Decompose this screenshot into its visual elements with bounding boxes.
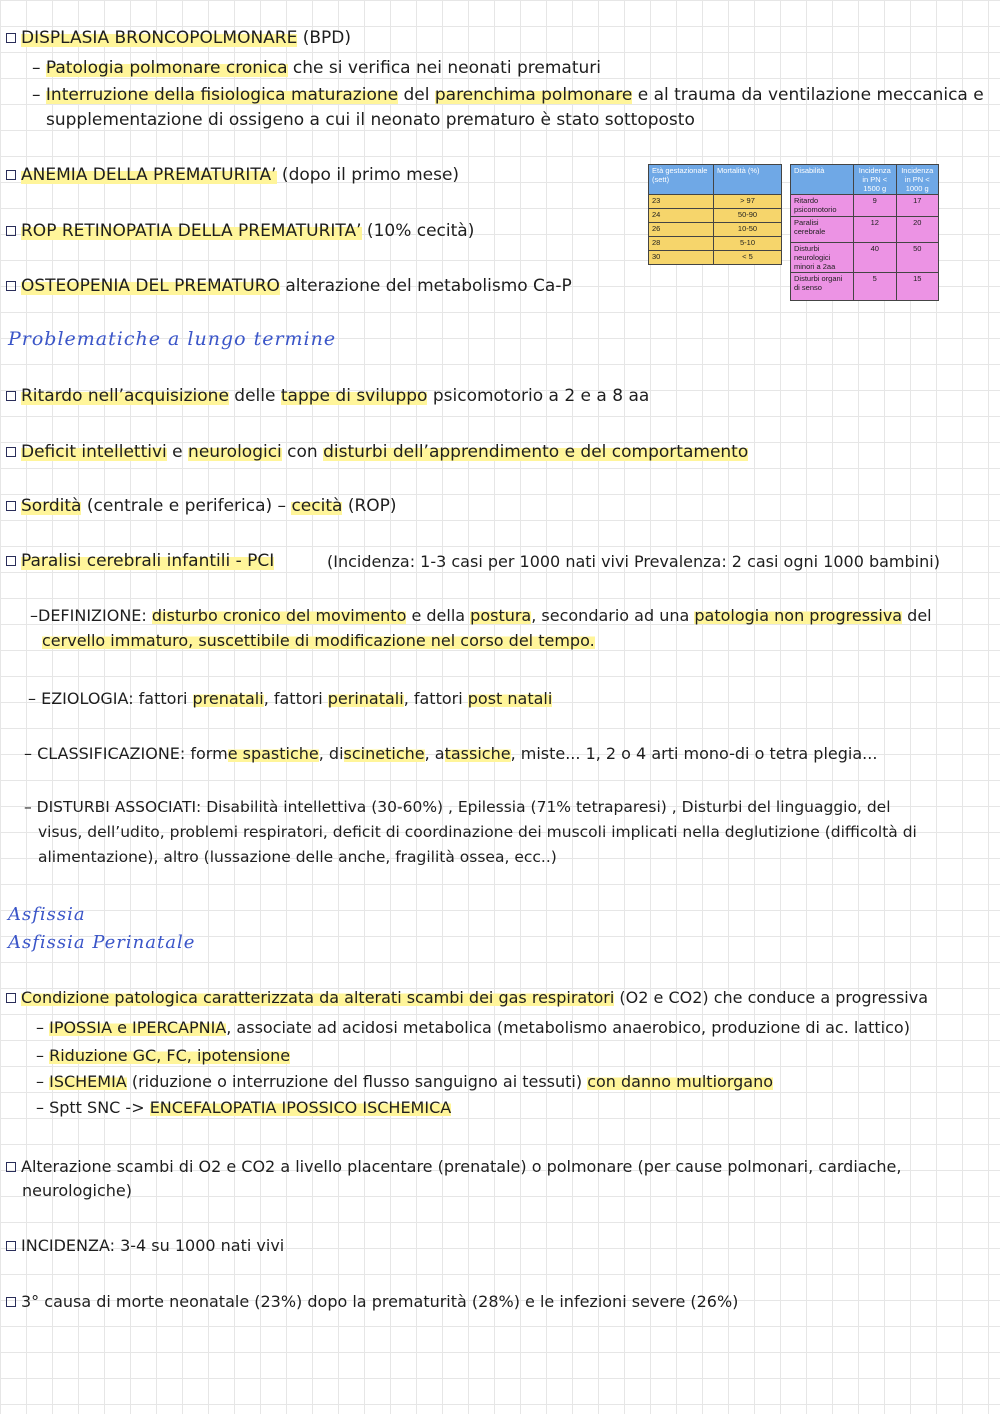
bpd-sub-2-cont: supplementazione di ossigeno a cui il neonato prematuro è stato sottoposto xyxy=(46,110,695,130)
deficit-highlight-3: disturbi dell’apprendimento e del comportamento xyxy=(323,442,749,462)
rop-highlight: ROP RETINOPATIA DELLA PREMATURITA’ xyxy=(21,221,362,241)
pci-ez-highlight-2: perinatali xyxy=(327,689,404,708)
table-cell: 5 xyxy=(854,273,897,301)
table-row xyxy=(791,243,939,273)
disability-table xyxy=(790,164,939,301)
pci-def-label: –DEFINIZIONE: xyxy=(30,606,152,625)
table-row xyxy=(791,217,939,243)
table-cell: 17 xyxy=(896,195,939,217)
pci-disturbi-1: – DISTURBI ASSOCIATI: Disabilità intellettiva (30-60%) , Epilessia (71% tetraparesi) , Disturbi del linguaggio, del xyxy=(24,798,891,816)
sordita-mid: (centrale e periferica) – xyxy=(81,496,292,516)
table-cell: Paralisi cerebrale xyxy=(791,217,854,243)
table-cell: 28 xyxy=(649,237,714,251)
table-row xyxy=(649,251,782,265)
asfissia-b1-highlight: IPOSSIA e IPERCAPNIA xyxy=(49,1018,227,1037)
sordita-highlight: Sordità xyxy=(21,496,82,516)
cecita-highlight: cecità xyxy=(291,496,343,516)
causa-text: 3° causa di morte neonatale (23%) dopo la prematurità (28%) e le infezioni severe (26%) xyxy=(21,1292,739,1311)
asfissia-b3-highlight: ISCHEMIA xyxy=(49,1072,127,1091)
pci-def-mid-2: , secondario ad una xyxy=(531,606,695,625)
disability-header-type: Disabilità xyxy=(791,165,854,195)
pci-cl-label: – CLASSIFICAZIONE: form xyxy=(24,744,228,763)
asfissia-b3-text: (riduzione o interruzione del flusso sanguigno ai tessuti) xyxy=(126,1072,588,1091)
checkbox-icon xyxy=(6,1297,16,1307)
pci-ez-highlight-1: prenatali xyxy=(192,689,264,708)
checkbox-icon xyxy=(6,556,16,566)
bpd-sub2-highlight-2: parenchima polmonare xyxy=(434,85,633,105)
asfissia-perinatale-heading: Asfissia Perinatale xyxy=(8,932,196,953)
pci-cl-highlight-1: e spastiche xyxy=(227,744,319,763)
bpd-sub-1: – Patologia polmonare cronica che si verifica nei neonati prematuri xyxy=(32,58,601,78)
table-cell: Disturbi organi di senso xyxy=(791,273,854,301)
pci-ez-label: – EZIOLOGIA: fattori xyxy=(28,689,193,708)
pci-cl-highlight-3: tassiche xyxy=(444,744,511,763)
pci-ez-highlight-3: post natali xyxy=(467,689,553,708)
pci-def-text: del xyxy=(902,606,932,625)
asfissia-bullet-2: – Riduzione GC, FC, ipotensione xyxy=(36,1046,291,1065)
anemia-item xyxy=(6,163,459,188)
mortality-header-rate: Mortalità (%) xyxy=(714,165,782,195)
table-cell: 12 xyxy=(854,217,897,243)
pci-def-line2: cervello immaturo, suscettibile di modificazione nel corso del tempo. xyxy=(42,631,595,650)
bpd-sub1-highlight: Patologia polmonare cronica xyxy=(45,58,288,78)
asfissia-b3-highlight-2: con danno multiorgano xyxy=(587,1072,773,1091)
pci-disturbi-3: alimentazione), altro (lussazione delle anche, fragilità ossea, ecc..) xyxy=(38,848,557,866)
bpd-sub2-highlight-1: Interruzione della fisiologica maturazione xyxy=(45,85,399,105)
deficit-mid: e xyxy=(166,442,189,462)
pci-definition xyxy=(30,603,932,628)
table-cell: 50 xyxy=(896,243,939,273)
ritardo-highlight-2: tappe di sviluppo xyxy=(280,386,428,406)
checkbox-icon xyxy=(6,1241,16,1251)
pci-item xyxy=(6,549,274,574)
pci-cl-mid-1: , di xyxy=(318,744,344,763)
rop-item xyxy=(6,219,474,244)
bpd-abbr: (BPD) xyxy=(297,28,352,48)
bpd-sub1-text: che si verifica nei neonati prematuri xyxy=(287,58,601,78)
deficit-highlight-2: neurologici xyxy=(188,442,282,462)
table-cell: 50-90 xyxy=(714,209,782,223)
checkbox-icon xyxy=(6,391,16,401)
checkbox-icon xyxy=(6,501,16,511)
rop-text: (10% cecità) xyxy=(361,221,475,241)
long-term-heading: Problematiche a lungo termine xyxy=(8,328,337,350)
asfissia-bullet-3: – ISCHEMIA (riduzione o interruzione del flusso sanguigno ai tessuti) con danno multiorgano xyxy=(36,1072,773,1091)
alterazione-text-2: neurologiche) xyxy=(22,1181,132,1200)
asfissia-b1-text: , associate ad acidosi metabolica (metabolismo anaerobico, produzione di ac. lattico) xyxy=(226,1018,910,1037)
anemia-text: (dopo il primo mese) xyxy=(276,165,460,185)
incidenza-item xyxy=(6,1233,284,1258)
pci-cl-mid-2: , a xyxy=(424,744,445,763)
table-cell: 30 xyxy=(649,251,714,265)
table-row xyxy=(791,273,939,301)
pci-classificazione xyxy=(24,741,877,766)
asfissia-heading: Asfissia xyxy=(8,904,86,925)
table-cell: 23 xyxy=(649,195,714,209)
asfissia-bullet-1: – IPOSSIA e IPERCAPNIA, associate ad acidosi metabolica (metabolismo anaerobico, produzione di ac. lattico) xyxy=(36,1018,910,1037)
checkbox-icon xyxy=(6,33,16,43)
checkbox-icon xyxy=(6,170,16,180)
pci-def-mid-1: e della xyxy=(406,606,471,625)
table-row xyxy=(791,195,939,217)
table-row xyxy=(649,237,782,251)
checkbox-icon xyxy=(6,226,16,236)
osteopenia-item xyxy=(6,274,572,299)
table-row xyxy=(649,223,782,237)
table-cell: 40 xyxy=(854,243,897,273)
asfissia-cond-text: (O2 e CO2) che conduce a progressiva xyxy=(614,988,929,1007)
sordita-text: (ROP) xyxy=(342,496,397,516)
deficit-highlight-1: Deficit intellettivi xyxy=(21,442,167,462)
ritardo-item xyxy=(6,384,649,409)
checkbox-icon xyxy=(6,281,16,291)
table-row xyxy=(649,195,782,209)
checkbox-icon xyxy=(6,447,16,457)
asfissia-b2-highlight: Riduzione GC, FC, ipotensione xyxy=(49,1046,291,1065)
table-cell: 5-10 xyxy=(714,237,782,251)
table-cell: 26 xyxy=(649,223,714,237)
bpd-sub2-text: e al trauma da ventilazione meccanica e xyxy=(632,85,984,105)
asfissia-cond-highlight: Condizione patologica caratterizzata da alterati scambi dei gas respiratori xyxy=(21,988,615,1007)
pci-ez-mid-1: , fattori xyxy=(263,689,328,708)
disability-header-1500: Incidenza in PN < 1500 g xyxy=(854,165,897,195)
osteopenia-highlight: OSTEOPENIA DEL PREMATURO xyxy=(21,276,280,296)
asfissia-b4-prefix: Sptt SNC -> xyxy=(49,1098,150,1117)
pci-def-highlight-1: disturbo cronico del movimento xyxy=(151,606,407,625)
table-cell: 15 xyxy=(896,273,939,301)
pci-cl-highlight-2: scinetiche xyxy=(343,744,425,763)
pci-def-highlight-2: postura xyxy=(470,606,532,625)
bpd-sub-2: – Interruzione della fisiologica maturazione del parenchima polmonare e al trauma da ventilazione meccanica e xyxy=(32,85,984,105)
table-cell: Ritardo psicomotorio xyxy=(791,195,854,217)
pci-eziologia xyxy=(28,686,552,711)
bpd-heading xyxy=(6,26,351,51)
asfissia-definition xyxy=(6,985,928,1010)
table-cell: 9 xyxy=(854,195,897,217)
pci-highlight: Paralisi cerebrali infantili - PCI xyxy=(21,551,275,571)
checkbox-icon xyxy=(6,1162,16,1172)
disability-header-1000: Incidenza in PN < 1000 g xyxy=(896,165,939,195)
table-row xyxy=(649,209,782,223)
ritardo-text: psicomotorio a 2 e a 8 aa xyxy=(427,386,650,406)
alterazione-text-1: Alterazione scambi di O2 e CO2 a livello placentare (prenatale) o polmonare (per cause polmonari, cardiache, xyxy=(21,1157,902,1176)
pci-cl-text: , miste... 1, 2 o 4 arti mono-di o tetra plegia... xyxy=(510,744,878,763)
bpd-title: DISPLASIA BRONCOPOLMONARE xyxy=(21,28,298,48)
ritardo-highlight-1: Ritardo nell’acquisizione xyxy=(21,386,229,406)
mortality-table xyxy=(648,164,782,265)
table-cell: < 5 xyxy=(714,251,782,265)
alterazione-item xyxy=(6,1154,901,1179)
table-cell: 24 xyxy=(649,209,714,223)
anemia-highlight: ANEMIA DELLA PREMATURITA’ xyxy=(21,165,277,185)
ritardo-mid: delle xyxy=(228,386,281,406)
checkbox-icon xyxy=(6,993,16,1003)
causa-item xyxy=(6,1289,738,1314)
asfissia-bullet-4: – Sptt SNC -> ENCEFALOPATIA IPOSSICO ISCHEMICA xyxy=(36,1098,452,1117)
deficit-item xyxy=(6,440,748,465)
asfissia-b4-highlight: ENCEFALOPATIA IPOSSICO ISCHEMICA xyxy=(149,1098,452,1117)
incidenza-text: INCIDENZA: 3-4 su 1000 nati vivi xyxy=(21,1236,285,1255)
pci-ez-mid-2: , fattori xyxy=(403,689,468,708)
osteopenia-text: alterazione del metabolismo Ca-P xyxy=(279,276,572,296)
table-cell: > 97 xyxy=(714,195,782,209)
table-cell: 20 xyxy=(896,217,939,243)
pci-disturbi-2: visus, dell’udito, problemi respiratori, deficit di coordinazione dei muscoli implicati nella deglutizione (difficoltà di xyxy=(38,823,917,841)
pci-definition-cont xyxy=(42,628,595,653)
table-cell: 10-50 xyxy=(714,223,782,237)
mortality-header-age: Età gestazionale (sett) xyxy=(649,165,714,195)
pci-def-highlight-3: patologia non progressiva xyxy=(694,606,903,625)
table-cell: Disturbi neurologici minori a 2aa xyxy=(791,243,854,273)
sordita-item xyxy=(6,494,397,519)
deficit-mid-2: con xyxy=(281,442,324,462)
pci-note: (Incidenza: 1-3 casi per 1000 nati vivi Prevalenza: 2 casi ogni 1000 bambini) xyxy=(327,552,940,571)
bpd-sub2-mid: del xyxy=(398,85,435,105)
